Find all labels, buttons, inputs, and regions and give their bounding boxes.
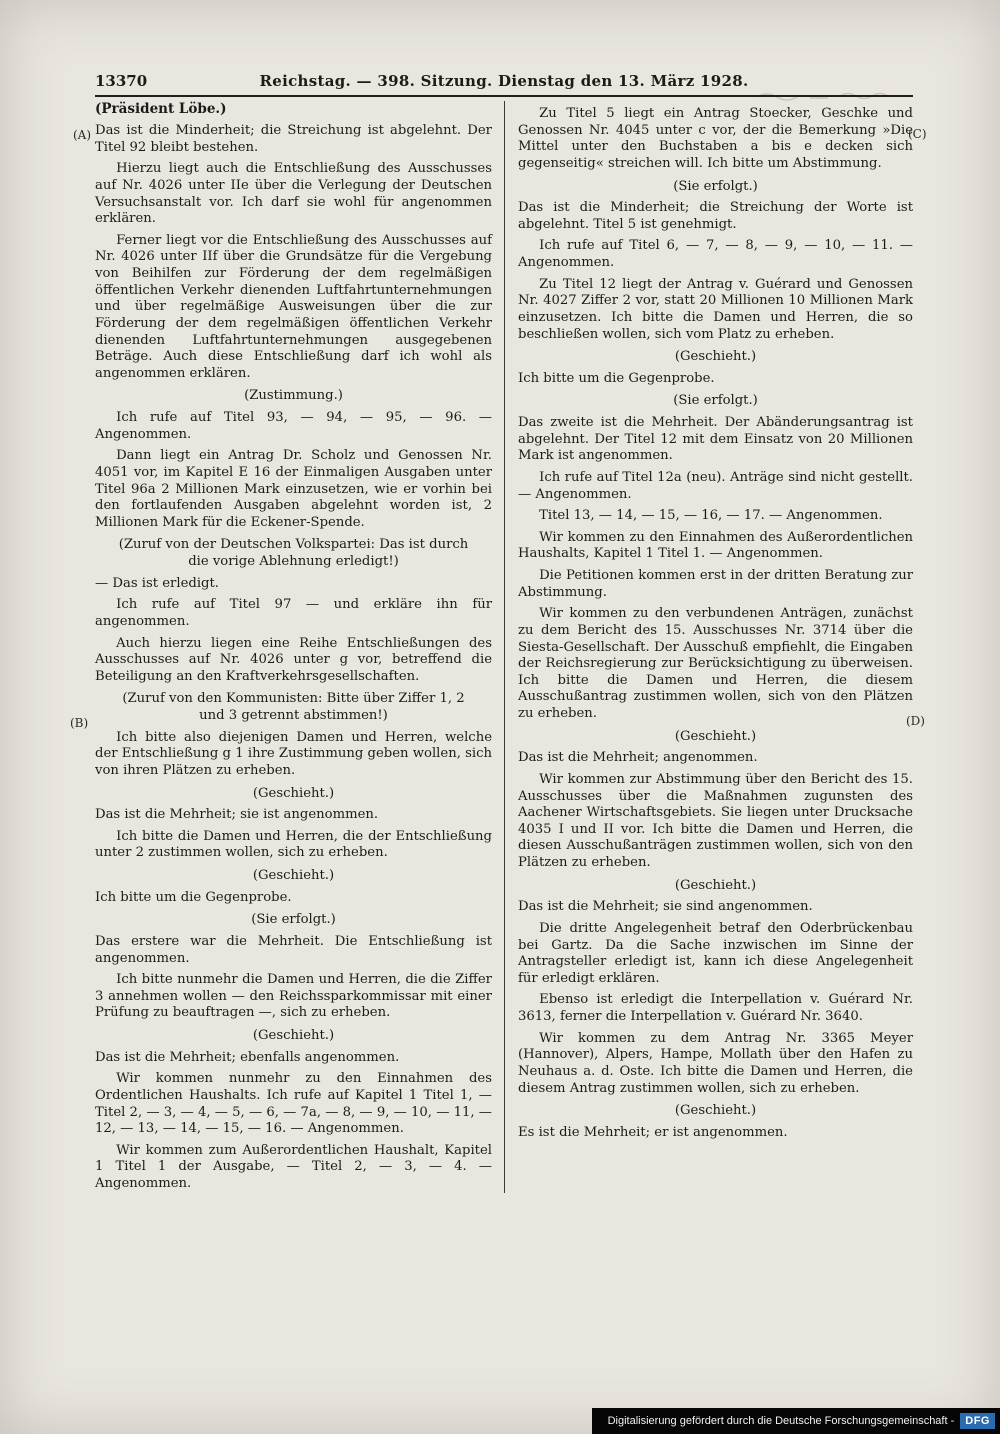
- stage-direction: (Geschieht.): [674, 728, 757, 744]
- paragraph: Ebenso ist erledigt die Interpellation v. Guérard Nr. 3613, ferner die Interpellation v. Guérard Nr. 3640.: [518, 992, 913, 1024]
- stage-direction: (Geschieht.): [252, 1028, 335, 1043]
- paragraph: Ich bitte die Damen und Herren, die der Entschließung unter 2 zustimmen wollen, sich zu erheben.: [95, 828, 492, 861]
- paragraph: Ferner liegt vor die Entschließung des Ausschusses auf Nr. 4026 unter IIf über die Grundsätze für die Vergebung von Beihilfen zur Förderung der dem regelmäßigen öffentlichen Verkehr dienenden Luftfahrtunternehmungen und über regelmäßige Ausweisungen über die zur Förderung der dem regelmäßigen öffentlichen Verkehr dienenden Luftfahrtunternehmungen ausgegebenen Beträge. Auch diese Entschließung darf ich wohl als angenommen erklären.: [95, 232, 492, 381]
- stage-direction: (Geschieht.): [674, 349, 757, 365]
- paragraph: Ich rufe auf Titel 6, — 7, — 8, — 9, — 10, — 11. — Angenommen.: [518, 238, 913, 270]
- footer-text: Digitalisierung gefördert durch die Deutsche Forschungsgemeinschaft -: [607, 1415, 955, 1427]
- paragraph: Wir kommen nunmehr zu den Einnahmen des Ordentlichen Haushalts. Ich rufe auf Kapitel 1 Titel 1, — Titel 2, — 3, — 4, — 5, — 6, — 7a, — 8, — 9, — 10, — 11, — 12, — 13, — 14, — 15, — 16. — Angenommen.: [95, 1071, 492, 1137]
- stage-direction: (Zuruf von den Kommunisten: Bitte über Ziffer 1, 2 und 3 getrennt abstimmen!): [122, 691, 465, 723]
- stage-direction: (Geschieht.): [252, 868, 335, 883]
- paragraph: Das erstere war die Mehrheit. Die Entschließung ist angenommen.: [95, 933, 492, 966]
- paragraph: — Das ist erledigt.: [95, 575, 219, 591]
- stage-direction: (Geschieht.): [674, 877, 757, 893]
- margin-marker-b: (B): [70, 716, 89, 730]
- paragraph: Das ist die Mehrheit; angenommen.: [518, 750, 758, 766]
- stage-direction: (Sie erfolgt.): [251, 912, 336, 928]
- left-column: [95, 101, 504, 1193]
- paragraph: Ich bitte also diejenigen Damen und Herren, welche der Entschließung g 1 ihre Zustimmung geben wollen, sich von ihren Plätzen zu erheben.: [95, 729, 492, 778]
- paragraph: Ich rufe auf Titel 97 — und erkläre ihn für angenommen.: [95, 597, 492, 629]
- paragraph: Das ist die Minderheit; die Streichung der Worte ist abgelehnt. Titel 5 ist genehmigt.: [518, 200, 913, 232]
- paragraph: Die dritte Angelegenheit betraf den Oderbrückenbau bei Gartz. Da die Sache inzwischen im Sinne der Antragsteller erledigt ist, kann ich diese Angelegenheit für erledigt erklären.: [518, 920, 913, 986]
- dfg-logo: DFG: [960, 1413, 995, 1429]
- paragraph: Das ist die Mehrheit; sie ist angenommen.: [95, 807, 379, 823]
- speaker-heading: (Präsident Löbe.): [95, 101, 227, 117]
- paragraph: Wir kommen zu dem Antrag Nr. 3365 Meyer (Hannover), Alpers, Hampe, Mollath über den Hafen zu Neuhaus a. d. Oste. Ich bitte die Damen und Herren, die diesem Antrag zustimmen wollen, sich zu erheben.: [518, 1030, 913, 1096]
- paragraph: Wir kommen zu den verbundenen Anträgen, zunächst zu dem Bericht des 15. Ausschusses Nr. 3714 über die Siesta-Gesellschaft. Der Ausschuß empfiehlt, die Eingaben der Reichsregierung zur Berücksichtigung zu überweisen. Ich bitte die Damen und Herren, die diesem Ausschußantrag zustimmen wollen, sich von den Plätzen zu erheben.: [518, 606, 913, 721]
- paragraph: Zu Titel 12 liegt der Antrag v. Guérard und Genossen Nr. 4027 Ziffer 2 vor, statt 20 Millionen 10 Millionen Mark einzusetzen. Ich bitte die Damen und Herren, die so beschließen wollen, sich vom Platz zu erheben.: [518, 276, 913, 342]
- paragraph: Titel 13, — 14, — 15, — 16, — 17. — Angenommen.: [539, 508, 883, 524]
- stage-direction: (Geschieht.): [674, 1103, 757, 1119]
- paragraph: Wir kommen zum Außerordentlichen Haushalt, Kapitel 1 Titel 1 der Ausgabe, — Titel 2, — 3, — 4. — Angenommen.: [95, 1142, 492, 1191]
- stage-direction: (Zuruf von der Deutschen Volkspartei: Das ist durch die vorige Ablehnung erledigt!): [118, 537, 469, 569]
- right-column: [504, 101, 913, 1193]
- paragraph: Ich bitte nunmehr die Damen und Herren, die die Ziffer 3 annehmen wollen — den Reichssparkommissar mit einer Prüfung zu beauftragen —, sich zu erheben.: [95, 972, 492, 1021]
- paragraph: Das zweite ist die Mehrheit. Der Abänderungsantrag ist abgelehnt. Der Titel 12 mit dem Einsatz von 20 Millionen Mark ist angenommen.: [518, 415, 913, 464]
- paragraph: Ich bitte um die Gegenprobe.: [518, 370, 715, 386]
- margin-marker-d: (D): [906, 714, 925, 728]
- paragraph: Auch hierzu liegen eine Reihe Entschließungen des Ausschusses auf Nr. 4026 unter g vor, betreffend die Beteiligung an den Kraftverkehrsgesellschaften.: [95, 635, 492, 684]
- paragraph: Ich bitte um die Gegenprobe.: [95, 889, 292, 905]
- paragraph: Das ist die Mehrheit; ebenfalls angenommen.: [95, 1049, 400, 1065]
- page-header: [95, 72, 913, 97]
- margin-marker-a: (A): [73, 128, 92, 142]
- paragraph: Dann liegt ein Antrag Dr. Scholz und Genossen Nr. 4051 vor, im Kapitel E 16 der Einmaligen Ausgaben unter Titel 96a 2 Millionen Mark einzusetzen, wie er vorhin bei den fortlaufenden Ausgaben abgelehnt worden ist, 2 Millionen Mark für die Eckener-Spende.: [95, 448, 492, 530]
- stage-direction: (Sie erfolgt.): [673, 178, 758, 194]
- stage-direction: (Geschieht.): [252, 785, 335, 801]
- paragraph: Die Petitionen kommen erst in der dritten Beratung zur Abstimmung.: [518, 568, 913, 600]
- stage-direction: (Zustimmung.): [244, 388, 343, 404]
- paragraph: Das ist die Minderheit; die Streichung ist abgelehnt. Der Titel 92 bleibt bestehen.: [95, 123, 492, 155]
- page-content: [95, 72, 913, 1193]
- paragraph: Hierzu liegt auch die Entschließung des Ausschusses auf Nr. 4026 unter IIe über die Verlegung der Deutschen Versuchsanstalt vor. Ich darf sie wohl für angenommen erklären.: [95, 161, 492, 227]
- stage-direction: (Sie erfolgt.): [673, 393, 758, 409]
- paragraph: Ich rufe auf Titel 93, — 94, — 95, — 96. — Angenommen.: [95, 410, 492, 442]
- paragraph: Das ist die Mehrheit; sie sind angenommen.: [518, 899, 813, 915]
- paragraph: Es ist die Mehrheit; er ist angenommen.: [518, 1124, 788, 1140]
- text-columns: [95, 101, 913, 1193]
- paragraph: Zu Titel 5 liegt ein Antrag Stoecker, Geschke und Genossen Nr. 4045 unter c vor, der die Bemerkung »Die Mittel unter den Buchstaben a bis e decken sich gegenseitig« streichen will. Ich bitte um Abstimmung.: [518, 106, 913, 171]
- paragraph: Ich rufe auf Titel 12a (neu). Anträge sind nicht gestellt. — Angenommen.: [518, 469, 913, 502]
- digitization-footer: [592, 1408, 1000, 1434]
- page-number: 13370: [95, 72, 148, 90]
- paragraph: Wir kommen zu den Einnahmen des Außerordentlichen Haushalts, Kapitel 1 Titel 1. — Angenommen.: [518, 529, 913, 562]
- margin-marker-c: (C): [908, 127, 927, 141]
- paragraph: Wir kommen zur Abstimmung über den Bericht des 15. Ausschusses über die Maßnahmen zugunsten des Aachener Wirtschaftsgebiets. Sie liegen unter Drucksache 4035 I und II vor. Ich bitte die Damen und Herren, die diesen Ausschußanträgen zustimmen wollen, sich von den Plätzen zu erheben.: [518, 771, 913, 870]
- header-title: Reichstag. — 398. Sitzung. Dienstag den 13. März 1928.: [259, 72, 749, 90]
